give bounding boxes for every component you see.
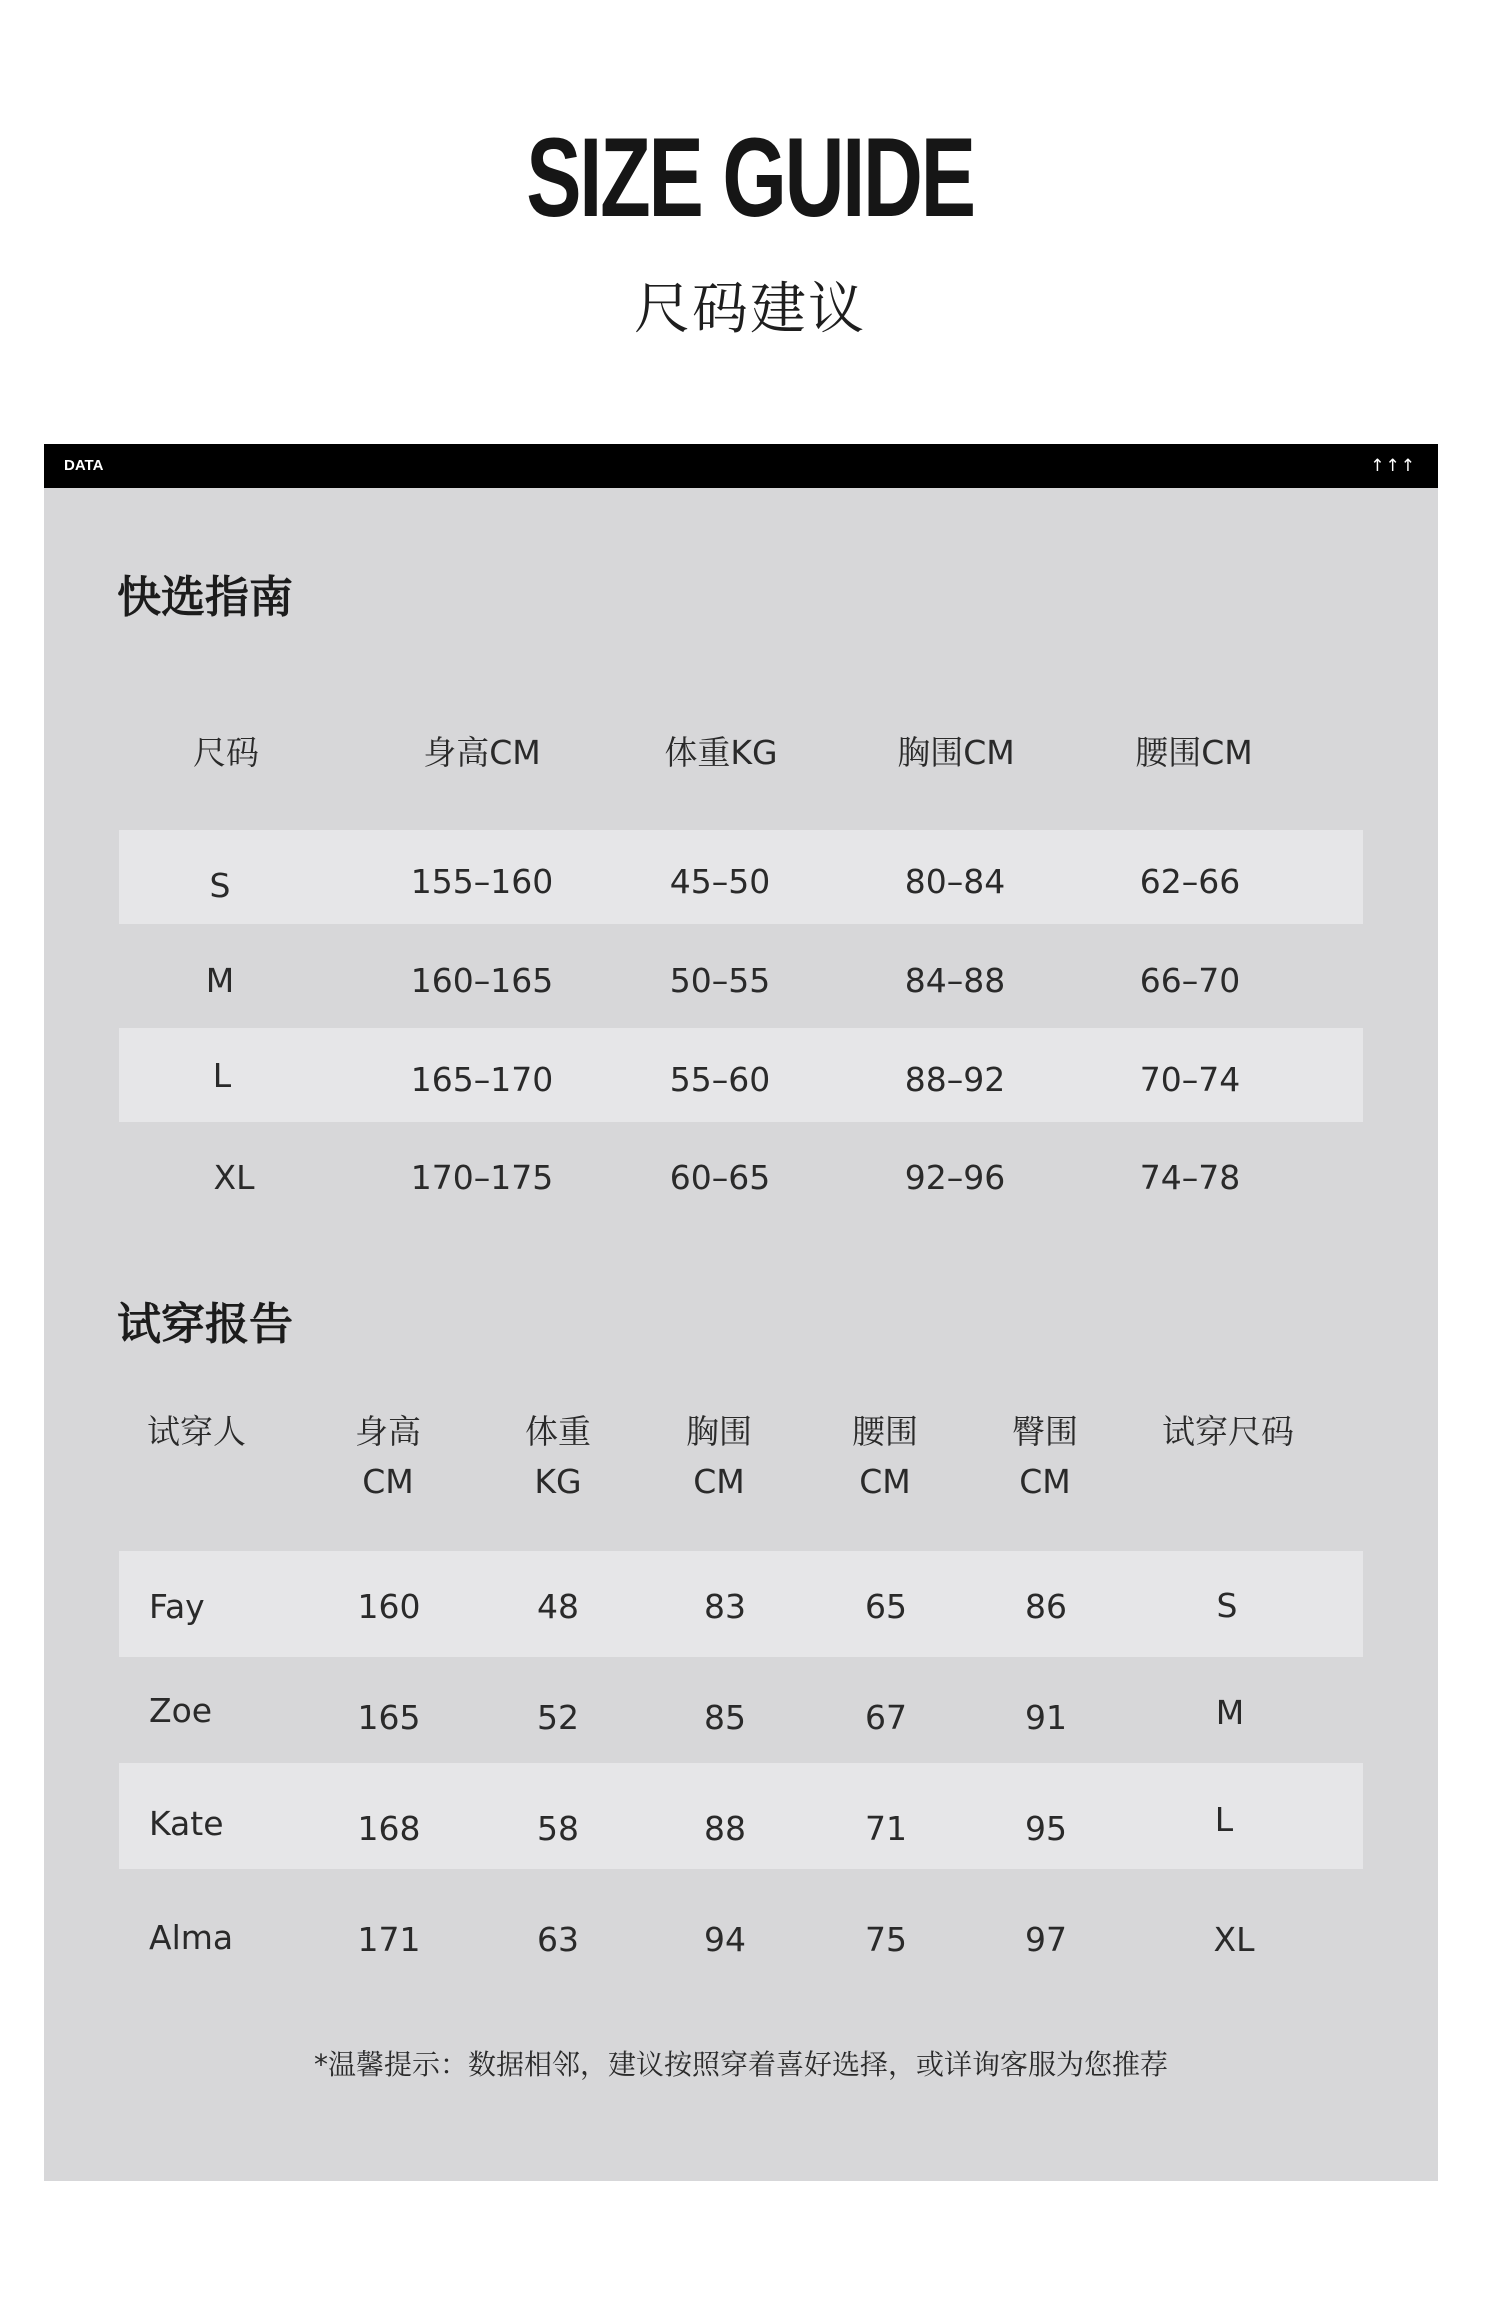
height-cell: 168 [357, 1809, 421, 1848]
page-title: SIZE GUIDE [526, 115, 974, 240]
waist-cell: 70–74 [1139, 1060, 1241, 1099]
header-weight: 体重 [525, 1412, 591, 1451]
weight-cell: 55–60 [669, 1060, 771, 1099]
fit-report-title: 试穿报告 [117, 1299, 293, 1350]
weight-cell: 48 [537, 1587, 579, 1626]
header-height-unit: CM [362, 1462, 414, 1501]
height-cell: 160–165 [410, 961, 554, 1000]
header-height: 身高CM [423, 733, 541, 772]
hip-cell: 97 [1025, 1920, 1067, 1959]
header-weight: 体重KG [664, 733, 778, 772]
weight-cell: 50–55 [669, 961, 771, 1000]
height-cell: 155–160 [410, 862, 554, 901]
header-hip-unit: CM [1019, 1462, 1071, 1501]
waist-cell: 66–70 [1139, 961, 1241, 1000]
waist-cell: 75 [865, 1920, 907, 1959]
header-tester: 试穿人 [147, 1412, 246, 1451]
chest-cell: 83 [704, 1587, 746, 1626]
weight-cell: 52 [537, 1698, 579, 1737]
height-cell: 165–170 [410, 1060, 554, 1099]
height-cell: 170–175 [410, 1158, 554, 1197]
chest-cell: 88 [704, 1809, 746, 1848]
header-chest-unit: CM [693, 1462, 745, 1501]
panel-header-bar [44, 444, 1438, 488]
hip-cell: 95 [1025, 1809, 1067, 1848]
weight-cell: 58 [537, 1809, 579, 1848]
name-cell: Kate [149, 1804, 224, 1843]
name-cell: Alma [149, 1918, 234, 1957]
up-arrows-icon: ↑↑↑ [1370, 456, 1416, 476]
header-waist-unit: CM [859, 1462, 911, 1501]
weight-cell: 63 [537, 1920, 579, 1959]
chest-cell: 88–92 [904, 1060, 1006, 1099]
name-cell: Zoe [149, 1691, 213, 1730]
chest-cell: 84–88 [904, 961, 1006, 1000]
height-cell: 160 [357, 1587, 421, 1626]
size-cell: M [1215, 1693, 1245, 1732]
chest-cell: 80–84 [904, 862, 1006, 901]
name-cell: Fay [149, 1587, 205, 1626]
waist-cell: 62–66 [1139, 862, 1241, 901]
size-cell: XL [213, 1158, 255, 1197]
header-hip: 臀围 [1012, 1412, 1078, 1451]
footnote-tip: *温馨提示：数据相邻，建议按照穿着喜好选择，或详询客服为您推荐 [313, 2048, 1168, 2081]
header-size: 尺码 [193, 733, 259, 772]
hip-cell: 86 [1025, 1587, 1067, 1626]
page-subtitle: 尺码建议 [634, 277, 866, 342]
waist-cell: 65 [865, 1587, 907, 1626]
size-cell: M [205, 961, 235, 1000]
header-tried-size: 试穿尺码 [1162, 1412, 1294, 1451]
header-height: 身高 [355, 1412, 421, 1451]
weight-cell: 60–65 [669, 1158, 771, 1197]
header-weight-unit: KG [534, 1462, 582, 1501]
size-cell: L [212, 1056, 232, 1095]
size-cell: L [1214, 1800, 1234, 1839]
chest-cell: 92–96 [904, 1158, 1006, 1197]
height-cell: 165 [357, 1698, 421, 1737]
waist-cell: 71 [865, 1809, 907, 1848]
weight-cell: 45–50 [669, 862, 771, 901]
header-waist: 腰围 [852, 1412, 918, 1451]
header-waist: 腰围CM [1135, 733, 1253, 772]
size-cell: S [209, 866, 231, 905]
hip-cell: 91 [1025, 1698, 1067, 1737]
quick-guide-title: 快选指南 [117, 572, 293, 623]
header-chest: 胸围 [686, 1412, 752, 1451]
header-chest: 胸围CM [897, 733, 1015, 772]
chest-cell: 94 [704, 1920, 746, 1959]
size-data-panel [44, 444, 1438, 2181]
height-cell: 171 [357, 1920, 421, 1959]
waist-cell: 67 [865, 1698, 907, 1737]
size-cell: S [1216, 1586, 1238, 1625]
data-label: DATA [64, 457, 104, 474]
waist-cell: 74–78 [1139, 1158, 1241, 1197]
size-cell: XL [1213, 1920, 1255, 1959]
chest-cell: 85 [704, 1698, 746, 1737]
